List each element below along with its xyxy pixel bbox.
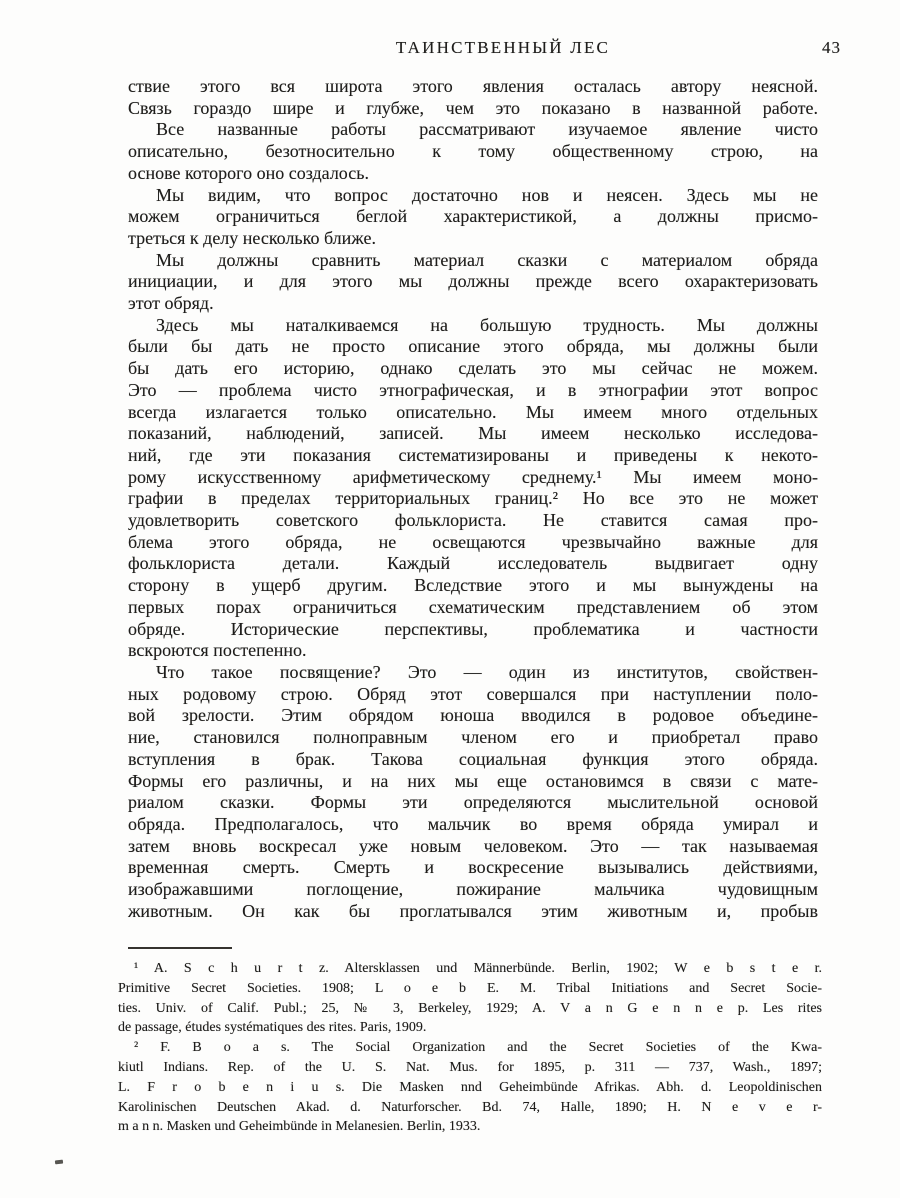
text-line: треться к делу несколько ближе. <box>128 227 376 248</box>
footnote-separator <box>128 947 232 949</box>
text-line: kiutl Indians. Rep. of the U. S. Nat. Mus. for 1895, p. 311 — 737, Wash., 1897; <box>118 1059 822 1075</box>
paragraph <box>128 119 818 184</box>
text-line: Все названные работы рассматривают изучаемое явление чисто <box>156 119 818 140</box>
text-line: инициации, и для этого мы должны прежде всего охарактеризовать <box>128 271 818 292</box>
text-line: затем вновь воскресал уже новым человеком. Это — так называемая <box>128 835 818 856</box>
text-line: обряда. Предполагалось, что мальчик во время обряда умирал и <box>128 813 818 834</box>
text-line: Формы его различны, и на них мы еще остановимся в связи с мате- <box>128 770 818 791</box>
footnote <box>118 1038 822 1137</box>
text-line: Karolinischen Deutschen Akad. d. Naturforscher. Bd. 74, Halle, 1890; H. N e v e r- <box>118 1099 822 1115</box>
scan-artifact <box>55 1160 63 1165</box>
page-header-title: ТАИНСТВЕННЫЙ ЛЕС <box>395 38 611 57</box>
text-line: можем ограничиться беглой характеристикой, а должны присмо- <box>128 206 818 227</box>
text-line: изображавшими поглощение, пожирание мальчика чудовищным <box>128 879 818 900</box>
text-line: вой зрелости. Этим обрядом юноша вводился в родовое объедине- <box>128 705 818 726</box>
text-line: этот обряд. <box>128 293 214 314</box>
text-line: de passage, études systématiques des rites. Paris, 1909. <box>118 1020 427 1036</box>
text-line: ных родовому строю. Обряд этот совершался при наступлении поло- <box>128 683 818 704</box>
footnotes <box>118 959 822 1137</box>
text-line: фольклориста детали. Каждый исследователь выдвигает одну <box>128 553 818 574</box>
text-line: m a n n. Masken und Geheimbünde in Melanesien. Berlin, 1933. <box>118 1119 481 1135</box>
text-line: Мы должны сравнить материал сказки с материалом обряда <box>156 249 818 270</box>
page-number: 43 <box>822 38 841 57</box>
text-line: графии в пределах территориальных границ.² Но все это не может <box>128 488 818 509</box>
text-line: вскроются постепенно. <box>128 640 307 661</box>
paragraph <box>128 76 818 119</box>
paragraph <box>128 185 818 250</box>
text-line: сторону в ущерб другим. Вследствие этого и мы вынуждены на <box>128 575 818 596</box>
text-line: блема этого обряда, не освещаются чрезвычайно важные для <box>128 531 818 552</box>
text-line: всегда излагается только описательно. Мы имеем много отдельных <box>128 401 818 422</box>
paragraph <box>128 662 818 922</box>
text-line: показаний, наблюдений, записей. Мы имеем несколько исследова- <box>128 423 818 444</box>
text-line: обряде. Исторические перспективы, проблематика и частности <box>128 618 818 639</box>
text-line: ties. Univ. of Calif. Publ.; 25, № 3, Berkeley, 1929; A. V a n G e n n e p. Les rites <box>118 1000 822 1016</box>
body-text <box>128 76 818 922</box>
text-line: основе которого оно создалось. <box>128 162 369 183</box>
text-line: Что такое посвящение? Это — один из институтов, свойствен- <box>156 661 818 682</box>
text-line: животным. Он как бы проглатывался этим животным и, пробыв <box>128 900 818 921</box>
text-line: Здесь мы наталкиваемся на большую трудность. Мы должны <box>156 314 818 335</box>
text-line: описательно, безотносительно к тому общественному строю, на <box>128 141 818 162</box>
text-line: Связь гораздо шире и глубже, чем это показано в названной работе. <box>128 97 818 118</box>
text-line: рому искусственному арифметическому среднему.¹ Мы имеем моно- <box>128 466 818 487</box>
text-line: ¹ A. S c h u r t z. Altersklassen und Männerbünde. Berlin, 1902; W e b s t e r. <box>134 961 822 976</box>
paragraph <box>128 315 818 662</box>
text-line: удовлетворить советского фольклориста. Не ставится самая про- <box>128 510 818 531</box>
text-line: временная смерть. Смерть и воскресение вызывались действиями, <box>128 857 818 878</box>
text-line: ний, где эти показания систематизированы и приведены к некото- <box>128 444 818 465</box>
text-line: Это — проблема чисто этнографическая, и в этнографии этот вопрос <box>128 379 818 400</box>
text-line: были бы дать не просто описание этого обряда, мы должны были <box>128 336 818 357</box>
text-line: Мы видим, что вопрос достаточно нов и неясен. Здесь мы не <box>156 184 818 205</box>
text-line: вступления в брак. Такова социальная функция этого обряда. <box>128 748 818 769</box>
footnote <box>118 959 822 1038</box>
text-line: первых порах ограничиться схематическим представлением об этом <box>128 596 818 617</box>
text-line: риалом сказки. Формы эти определяются мыслительной основой <box>128 792 818 813</box>
text-line: ² F. B o a s. The Social Organization and the Secret Societies of the Kwa- <box>134 1040 822 1056</box>
text-line: ние, становился полноправным членом его и приобретал право <box>128 727 818 748</box>
text-line: ствие этого вся широта этого явления осталась автору неясной. <box>128 76 818 96</box>
text-line: Primitive Secret Societies. 1908; L o e b E. M. Tribal Initiations and Secret Socie- <box>118 980 822 996</box>
running-head <box>0 38 900 62</box>
text-line: L. F r o b e n i u s. Die Masken nnd Geheimbünde Afrikas. Abh. d. Leopoldinischen <box>118 1079 822 1095</box>
paragraph <box>128 250 818 315</box>
text-line: бы дать его историю, однако сделать это мы сейчас не можем. <box>128 358 818 379</box>
